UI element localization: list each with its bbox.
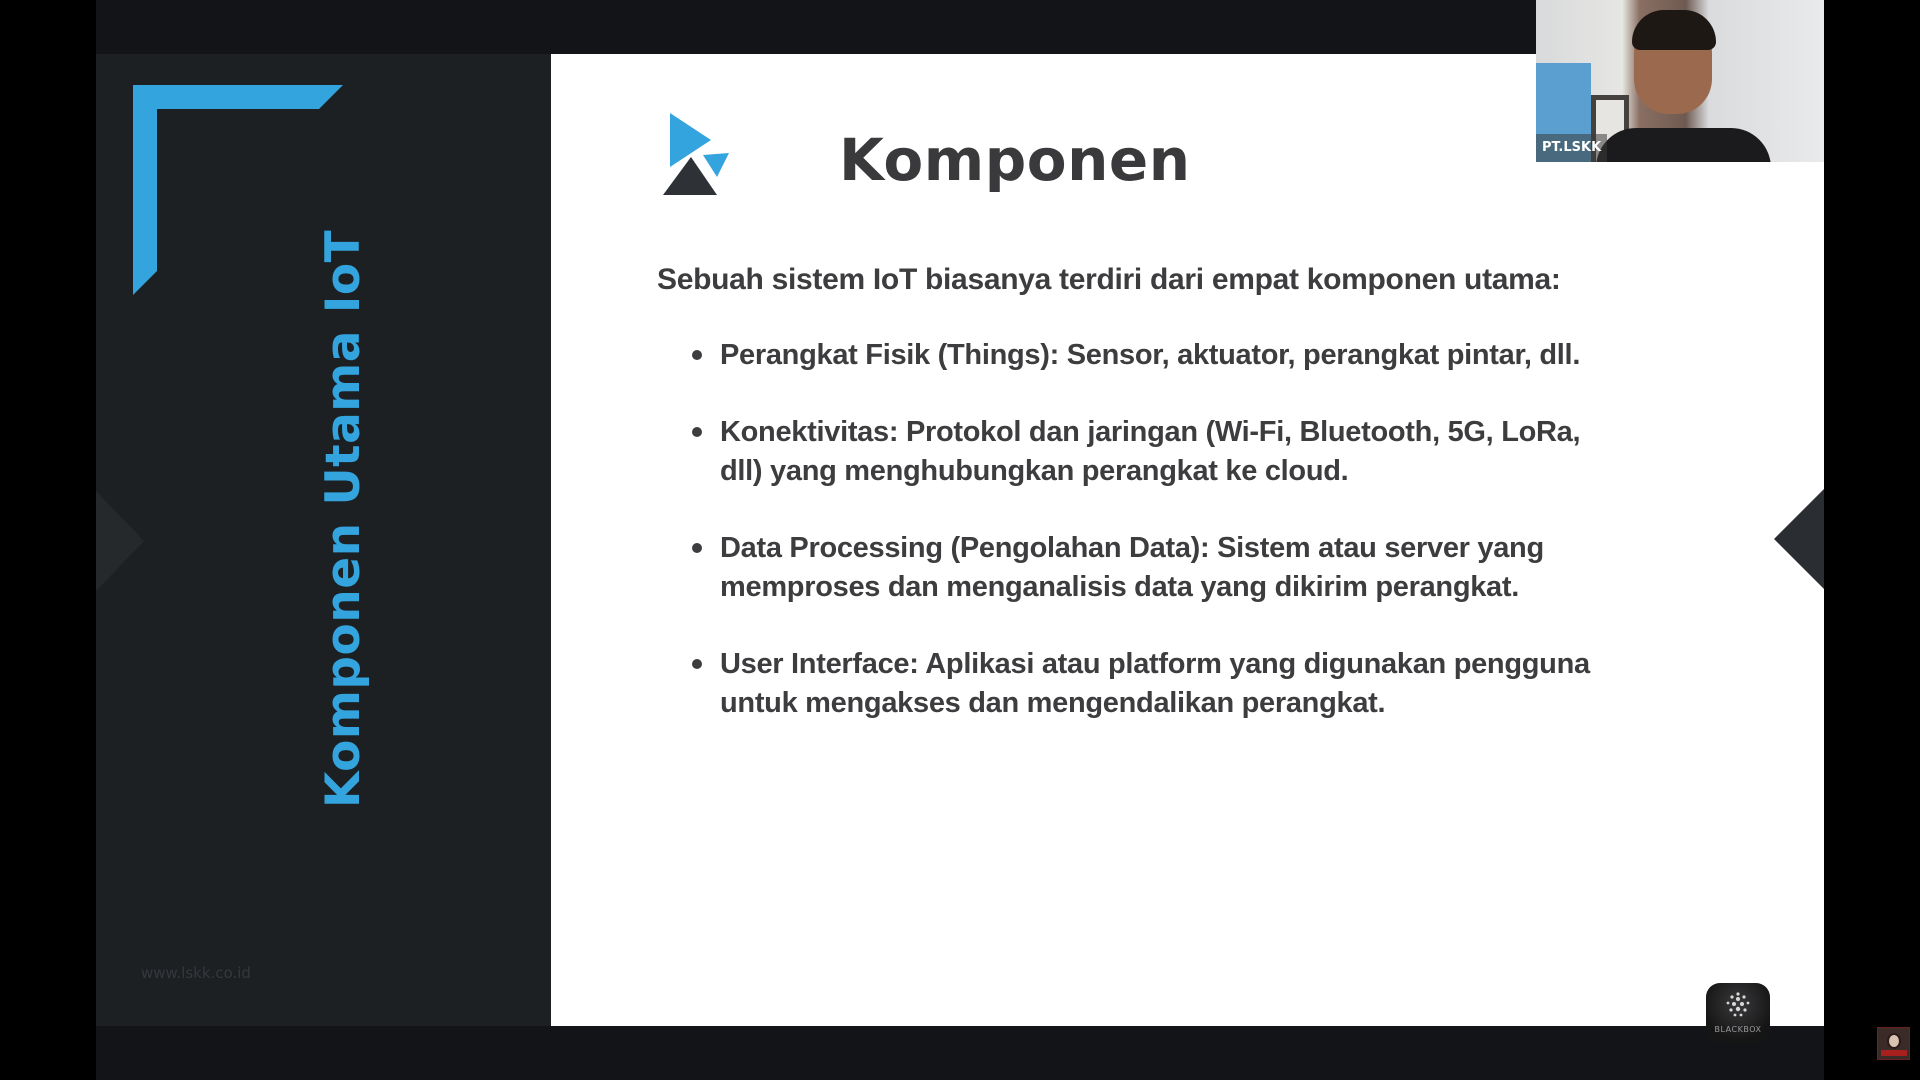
list-item-user-interface (692, 645, 1802, 723)
list-item-text: dll) yang menghubungkan perangkat ke cloud. (720, 455, 1349, 487)
bottom-bar (96, 1026, 1824, 1080)
list-item-data-processing (692, 529, 1802, 607)
list-item-text: Perangkat Fisik (Things): Sensor, aktuator, perangkat pintar, dll. (720, 339, 1581, 371)
corner-bracket-top-left (133, 85, 343, 295)
list-item-things (692, 336, 1802, 375)
slide-intro: Sebuah sistem IoT biasanya terdiri dari empat komponen utama: (657, 263, 1561, 296)
bullet-icon (692, 427, 702, 437)
company-logo-icon (663, 113, 733, 203)
list-item-connectivity (692, 413, 1802, 491)
bullet-icon (692, 350, 702, 360)
list-item-text: Data Processing (Pengolahan Data): Sistem atau server yang (720, 532, 1544, 564)
participant-name-label: PT.LSKK (1536, 134, 1607, 162)
section-title-text: Komponen Utama IoT (316, 229, 371, 808)
presentation-slide (96, 54, 1824, 1026)
blackbox-logo-icon (1723, 991, 1753, 1021)
bullet-icon (692, 543, 702, 553)
chevron-left-icon[interactable] (96, 491, 144, 591)
channel-avatar-icon[interactable] (1877, 1027, 1910, 1060)
list-item-text: memproses dan menganalisis data yang dikirim perangkat. (720, 571, 1519, 603)
bullet-icon (692, 659, 702, 669)
blackbox-label: BLACKBOX (1714, 1025, 1762, 1034)
component-list (692, 336, 1802, 761)
section-title-panel (96, 54, 551, 1026)
slide-heading: Komponen (839, 126, 1191, 194)
webcam-video-tile[interactable] (1536, 0, 1824, 162)
avatar-face (1887, 1033, 1901, 1049)
list-item-text: Konektivitas: Protokol dan jaringan (Wi-Fi, Bluetooth, 5G, LoRa, (720, 416, 1581, 448)
webcam-person (1632, 10, 1716, 50)
webcam-person (1596, 128, 1771, 162)
blackbox-badge[interactable] (1706, 983, 1770, 1043)
list-item-text: untuk mengakses dan mengendalikan perangkat. (720, 687, 1386, 719)
avatar-ribbon (1881, 1050, 1907, 1056)
list-item-text: User Interface: Aplikasi atau platform yang digunakan pengguna (720, 648, 1590, 680)
website-url: www.lskk.co.id (141, 964, 251, 982)
